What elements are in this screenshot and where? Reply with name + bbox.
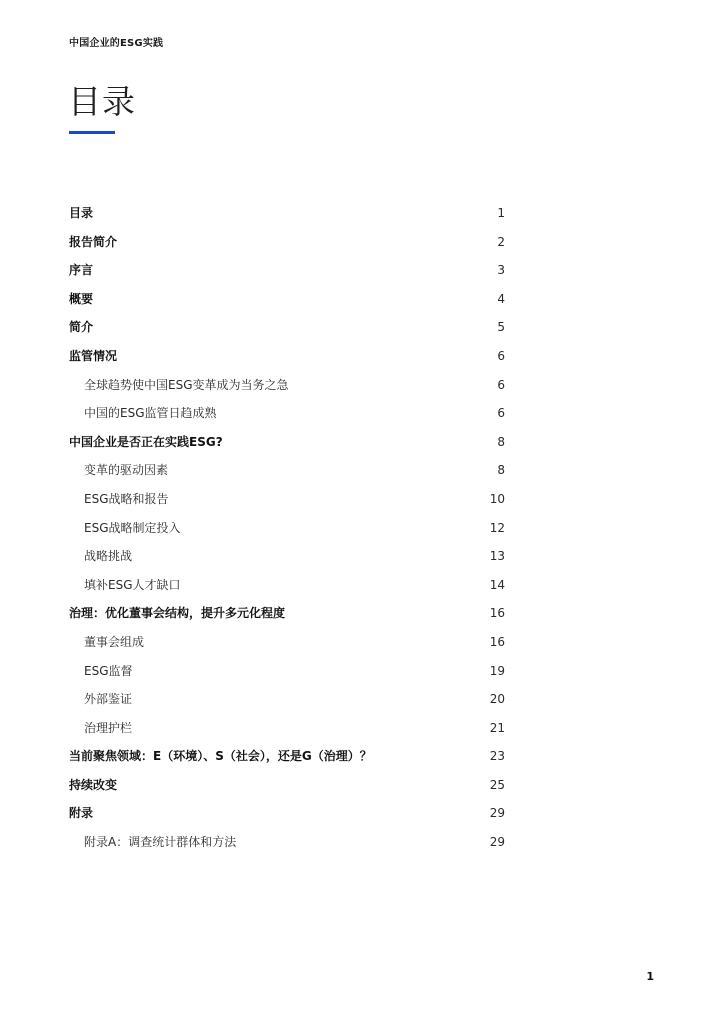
toc-section-entry[interactable] [69, 428, 505, 457]
toc-subsection-entry[interactable] [69, 685, 505, 714]
toc-section-entry[interactable] [69, 342, 505, 371]
toc-section-entry[interactable] [69, 599, 505, 628]
toc-entry-label: 董事会组成 [84, 634, 145, 649]
toc-entry-page-number: 25 [489, 777, 505, 792]
toc-entry-label: 持续改变 [69, 777, 118, 792]
toc-entry-page-number: 10 [489, 491, 505, 506]
toc-subsection-entry[interactable] [69, 371, 505, 400]
toc-entry-page-number: 8 [497, 434, 505, 449]
toc-entry-label: 监管情况 [69, 348, 118, 363]
toc-entry-page-number: 16 [489, 606, 505, 621]
toc-entry-page-number: 14 [489, 577, 505, 592]
toc-entry-page-number: 1 [497, 206, 505, 220]
toc-entry-page-number: 6 [497, 348, 505, 363]
toc-subsection-entry[interactable] [69, 399, 505, 428]
toc-section-entry[interactable] [69, 742, 505, 771]
toc-entry-label: 战略挑战 [84, 549, 133, 564]
toc-entry-label: 概要 [69, 291, 94, 306]
toc-entry-page-number: 4 [497, 291, 505, 306]
toc-entry-label: ESG战略和报告 [84, 491, 169, 506]
toc-subsection-entry[interactable] [69, 657, 505, 686]
toc-subsection-entry[interactable] [69, 514, 505, 543]
toc-entry-page-number: 5 [497, 320, 505, 335]
toc-entry-page-number: 6 [497, 406, 505, 421]
table-of-contents [69, 199, 505, 857]
toc-entry-page-number: 6 [497, 377, 505, 392]
toc-section-entry[interactable] [69, 313, 505, 342]
toc-subsection-entry[interactable] [69, 485, 505, 514]
toc-section-entry[interactable] [69, 799, 505, 828]
toc-section-entry[interactable] [69, 285, 505, 314]
running-header: 中国企业的ESG实践 [69, 38, 164, 49]
toc-section-entry[interactable] [69, 199, 505, 228]
toc-entry-label: 治理护栏 [84, 720, 133, 735]
toc-subsection-entry[interactable] [69, 456, 505, 485]
title-accent-rule [69, 131, 115, 134]
toc-entry-page-number: 29 [489, 806, 505, 821]
toc-subsection-entry[interactable] [69, 628, 505, 657]
toc-entry-label: 全球趋势使中国ESG变革成为当务之急 [84, 377, 289, 392]
toc-entry-label: 报告简介 [69, 234, 118, 249]
toc-subsection-entry[interactable] [69, 542, 505, 571]
toc-entry-label: 中国的ESG监管日趋成熟 [84, 406, 217, 421]
toc-section-entry[interactable] [69, 771, 505, 800]
toc-entry-page-number: 13 [489, 549, 505, 564]
toc-section-entry[interactable] [69, 228, 505, 257]
toc-entry-page-number: 20 [489, 692, 505, 707]
toc-entry-label: 治理：优化董事会结构，提升多元化程度 [69, 606, 286, 621]
page-title: 目录 [68, 82, 136, 121]
toc-entry-label: 填补ESG人才缺口 [84, 577, 181, 592]
toc-entry-page-number: 16 [489, 634, 505, 649]
toc-entry-label: 当前聚焦领域：E（环境）、S（社会），还是G（治理）？ [69, 749, 372, 764]
toc-entry-label: 附录A：调查统计群体和方法 [84, 835, 237, 850]
toc-entry-label: 变革的驱动因素 [84, 463, 169, 478]
toc-entry-label: 序言 [69, 263, 94, 278]
page-number: 1 [646, 970, 654, 983]
toc-entry-label: ESG监督 [84, 663, 133, 678]
toc-entry-label: 附录 [69, 806, 94, 821]
toc-entry-label: 外部鉴证 [84, 692, 133, 707]
toc-entry-page-number: 19 [489, 663, 505, 678]
toc-entry-page-number: 21 [489, 720, 505, 735]
toc-entry-page-number: 8 [497, 463, 505, 478]
toc-subsection-entry[interactable] [69, 828, 505, 857]
toc-subsection-entry[interactable] [69, 714, 505, 743]
toc-entry-page-number: 3 [497, 263, 505, 278]
toc-entry-label: 中国企业是否正在实践ESG? [69, 434, 223, 449]
toc-entry-page-number: 2 [497, 234, 505, 249]
toc-entry-page-number: 29 [489, 835, 505, 850]
toc-entry-label: ESG战略制定投入 [84, 520, 181, 535]
toc-section-entry[interactable] [69, 256, 505, 285]
toc-entry-label: 简介 [69, 320, 94, 335]
toc-entry-page-number: 12 [489, 520, 505, 535]
toc-entry-label: 目录 [69, 206, 94, 220]
toc-subsection-entry[interactable] [69, 571, 505, 600]
toc-entry-page-number: 23 [489, 749, 505, 764]
